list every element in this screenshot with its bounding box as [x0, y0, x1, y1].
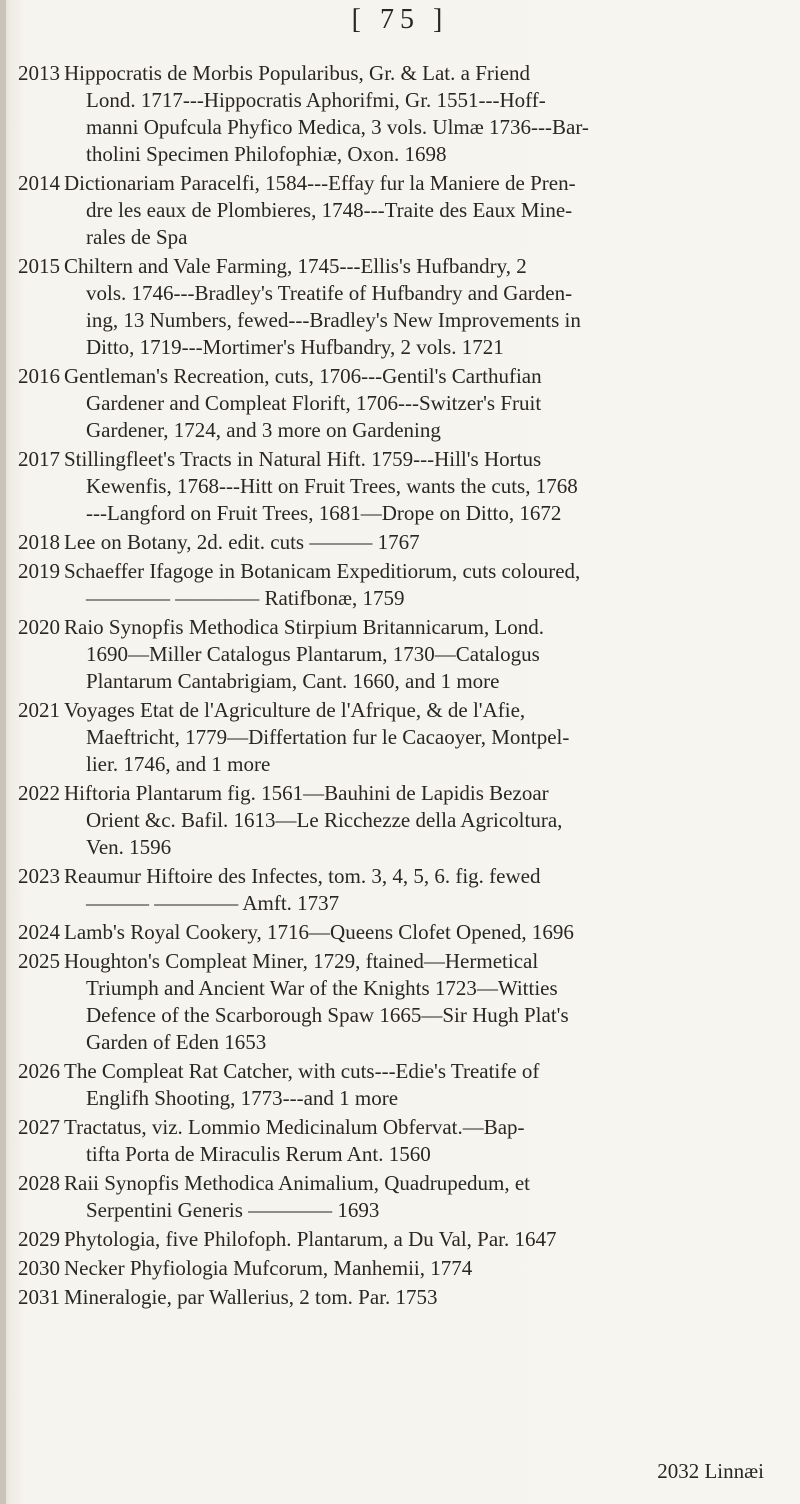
- catalogue-entry: [18, 697, 788, 778]
- lot-description: [64, 1058, 788, 1112]
- description-line: Plantarum Cantabrigiam, Cant. 1660, and 1 more: [86, 669, 500, 693]
- description-line: Lond. 1717---Hippocratis Aphorifmi, Gr. 1551---Hoff-: [86, 88, 546, 112]
- description-line: Maeftricht, 1779—Differtation fur le Cacaoyer, Montpel-: [86, 725, 570, 749]
- lot-description: [64, 1226, 788, 1253]
- description-line: Voyages Etat de l'Agriculture de l'Afrique, & de l'Afie,: [64, 698, 526, 722]
- description-line: tholini Specimen Philofophiæ, Oxon. 1698: [86, 142, 447, 166]
- lot-number: 2018: [18, 530, 60, 554]
- catalogue-entry: [18, 780, 788, 861]
- lot-number: 2022: [18, 781, 60, 805]
- description-line: Necker Phyfiologia Mufcorum, Manhemii, 1774: [64, 1256, 473, 1280]
- description-line: vols. 1746---Bradley's Treatife of Hufbandry and Garden-: [86, 281, 573, 305]
- lot-number: 2026: [18, 1059, 60, 1083]
- description-line: Gardener, 1724, and 3 more on Gardening: [86, 418, 441, 442]
- page-number: [ 75 ]: [351, 4, 449, 35]
- description-line: Ven. 1596: [86, 835, 172, 859]
- description-line: ing, 13 Numbers, fewed---Bradley's New Improvements in: [86, 308, 581, 332]
- lot-description: [64, 529, 788, 556]
- description-line: Houghton's Compleat Miner, 1729, ftained—Hermetical: [64, 949, 539, 973]
- lot-description: [64, 446, 788, 527]
- lot-description: [64, 170, 788, 251]
- lot-description: [64, 253, 788, 361]
- catalogue-entry: [18, 1058, 788, 1112]
- description-line: tifta Porta de Miraculis Rerum Ant. 1560: [86, 1142, 431, 1166]
- description-line: ——— ———— Amft. 1737: [86, 891, 340, 915]
- description-line: Hippocratis de Morbis Popularibus, Gr. & Lat. a Friend: [64, 61, 531, 85]
- description-line: Kewenfis, 1768---Hitt on Fruit Trees, wants the cuts, 1768: [86, 474, 578, 498]
- catalogue-entry: [18, 446, 788, 527]
- lot-description: [64, 948, 788, 1056]
- lot-description: [64, 863, 788, 917]
- catalogue-entry: [18, 170, 788, 251]
- catalogue-entry: [18, 1255, 788, 1282]
- lot-number: 2030: [18, 1256, 60, 1280]
- lot-description: [64, 697, 788, 778]
- description-line: Raii Synopfis Methodica Animalium, Quadrupedum, et: [64, 1171, 531, 1195]
- lot-description: [64, 1170, 788, 1224]
- lot-number: 2023: [18, 864, 60, 888]
- catalogue-entry: [18, 1284, 788, 1311]
- description-line: rales de Spa: [86, 225, 188, 249]
- description-line: Englifh Shooting, 1773---and 1 more: [86, 1086, 399, 1110]
- lot-number: 2021: [18, 698, 60, 722]
- catchword: 2032 Linnæi: [657, 1459, 764, 1483]
- catalogue-entry: [18, 529, 788, 556]
- lot-number: 2013: [18, 61, 60, 85]
- catalogue-entry: [18, 614, 788, 695]
- lot-description: [64, 614, 788, 695]
- description-line: 1690—Miller Catalogus Plantarum, 1730—Catalogus: [86, 642, 540, 666]
- lot-number: 2029: [18, 1227, 60, 1251]
- lot-number: 2014: [18, 171, 60, 195]
- description-line: Reaumur Hiftoire des Infectes, tom. 3, 4, 5, 6. fig. fewed: [64, 864, 541, 888]
- page-binding-edge: [0, 0, 6, 1504]
- description-line: Serpentini Generis ———— 1693: [86, 1198, 380, 1222]
- catalogue-entry: [18, 1170, 788, 1224]
- description-line: Phytologia, five Philofoph. Plantarum, a Du Val, Par. 1647: [64, 1227, 557, 1251]
- lot-number: 2019: [18, 559, 60, 583]
- description-line: Gentleman's Recreation, cuts, 1706---Gentil's Carthufian: [64, 364, 542, 388]
- catalogue-entry: [18, 558, 788, 612]
- description-line: Chiltern and Vale Farming, 1745---Ellis's Hufbandry, 2: [64, 254, 527, 278]
- lot-description: [64, 60, 788, 168]
- lot-number: 2020: [18, 615, 60, 639]
- lot-number: 2028: [18, 1171, 60, 1195]
- description-line: Hiftoria Plantarum fig. 1561—Bauhini de Lapidis Bezoar: [64, 781, 549, 805]
- catalogue-entry: [18, 948, 788, 1056]
- catalogue-entry: [18, 363, 788, 444]
- catalogue-entry: [18, 919, 788, 946]
- lot-description: [64, 919, 788, 946]
- description-line: Orient &c. Bafil. 1613—Le Ricchezze della Agricoltura,: [86, 808, 563, 832]
- catalogue-entries: [18, 60, 788, 1313]
- catalogue-entry: [18, 253, 788, 361]
- lot-number: 2016: [18, 364, 60, 388]
- description-line: manni Opufcula Phyfico Medica, 3 vols. Ulmæ 1736---Bar-: [86, 115, 589, 139]
- description-line: Ditto, 1719---Mortimer's Hufbandry, 2 vols. 1721: [86, 335, 504, 359]
- catalogue-entry: [18, 863, 788, 917]
- lot-number: 2031: [18, 1285, 60, 1309]
- description-line: dre les eaux de Plombieres, 1748---Traite des Eaux Mine-: [86, 198, 573, 222]
- lot-number: 2017: [18, 447, 60, 471]
- description-line: Lamb's Royal Cookery, 1716—Queens Clofet Opened, 1696: [64, 920, 574, 944]
- catalogue-entry: [18, 1114, 788, 1168]
- catalogue-entry: [18, 1226, 788, 1253]
- lot-description: [64, 363, 788, 444]
- description-line: Tractatus, viz. Lommio Medicinalum Obfervat.—Bap-: [64, 1115, 525, 1139]
- description-line: Mineralogie, par Wallerius, 2 tom. Par. 1753: [64, 1285, 438, 1309]
- lot-number: 2027: [18, 1115, 60, 1139]
- catalogue-entry: [18, 60, 788, 168]
- lot-number: 2025: [18, 949, 60, 973]
- lot-description: [64, 1255, 788, 1282]
- description-line: ---Langford on Fruit Trees, 1681—Drope on Ditto, 1672: [86, 501, 562, 525]
- description-line: lier. 1746, and 1 more: [86, 752, 271, 776]
- lot-number: 2015: [18, 254, 60, 278]
- description-line: Gardener and Compleat Florift, 1706---Switzer's Fruit: [86, 391, 542, 415]
- description-line: Dictionariam Paracelfi, 1584---Effay fur la Maniere de Pren-: [64, 171, 576, 195]
- description-line: Stillingfleet's Tracts in Natural Hift. 1759---Hill's Hortus: [64, 447, 542, 471]
- description-line: Schaeffer Ifagoge in Botanicam Expeditiorum, cuts coloured,: [64, 559, 581, 583]
- description-line: Defence of the Scarborough Spaw 1665—Sir Hugh Plat's: [86, 1003, 569, 1027]
- description-line: ———— ———— Ratifbonæ, 1759: [86, 586, 405, 610]
- description-line: Raio Synopfis Methodica Stirpium Britannicarum, Lond.: [64, 615, 545, 639]
- description-line: The Compleat Rat Catcher, with cuts---Edie's Treatife of: [64, 1059, 540, 1083]
- lot-description: [64, 1114, 788, 1168]
- description-line: Garden of Eden 1653: [86, 1030, 267, 1054]
- lot-number: 2024: [18, 920, 60, 944]
- lot-description: [64, 558, 788, 612]
- lot-description: [64, 780, 788, 861]
- description-line: Triumph and Ancient War of the Knights 1723—Witties: [86, 976, 558, 1000]
- lot-description: [64, 1284, 788, 1311]
- description-line: Lee on Botany, 2d. edit. cuts ——— 1767: [64, 530, 420, 554]
